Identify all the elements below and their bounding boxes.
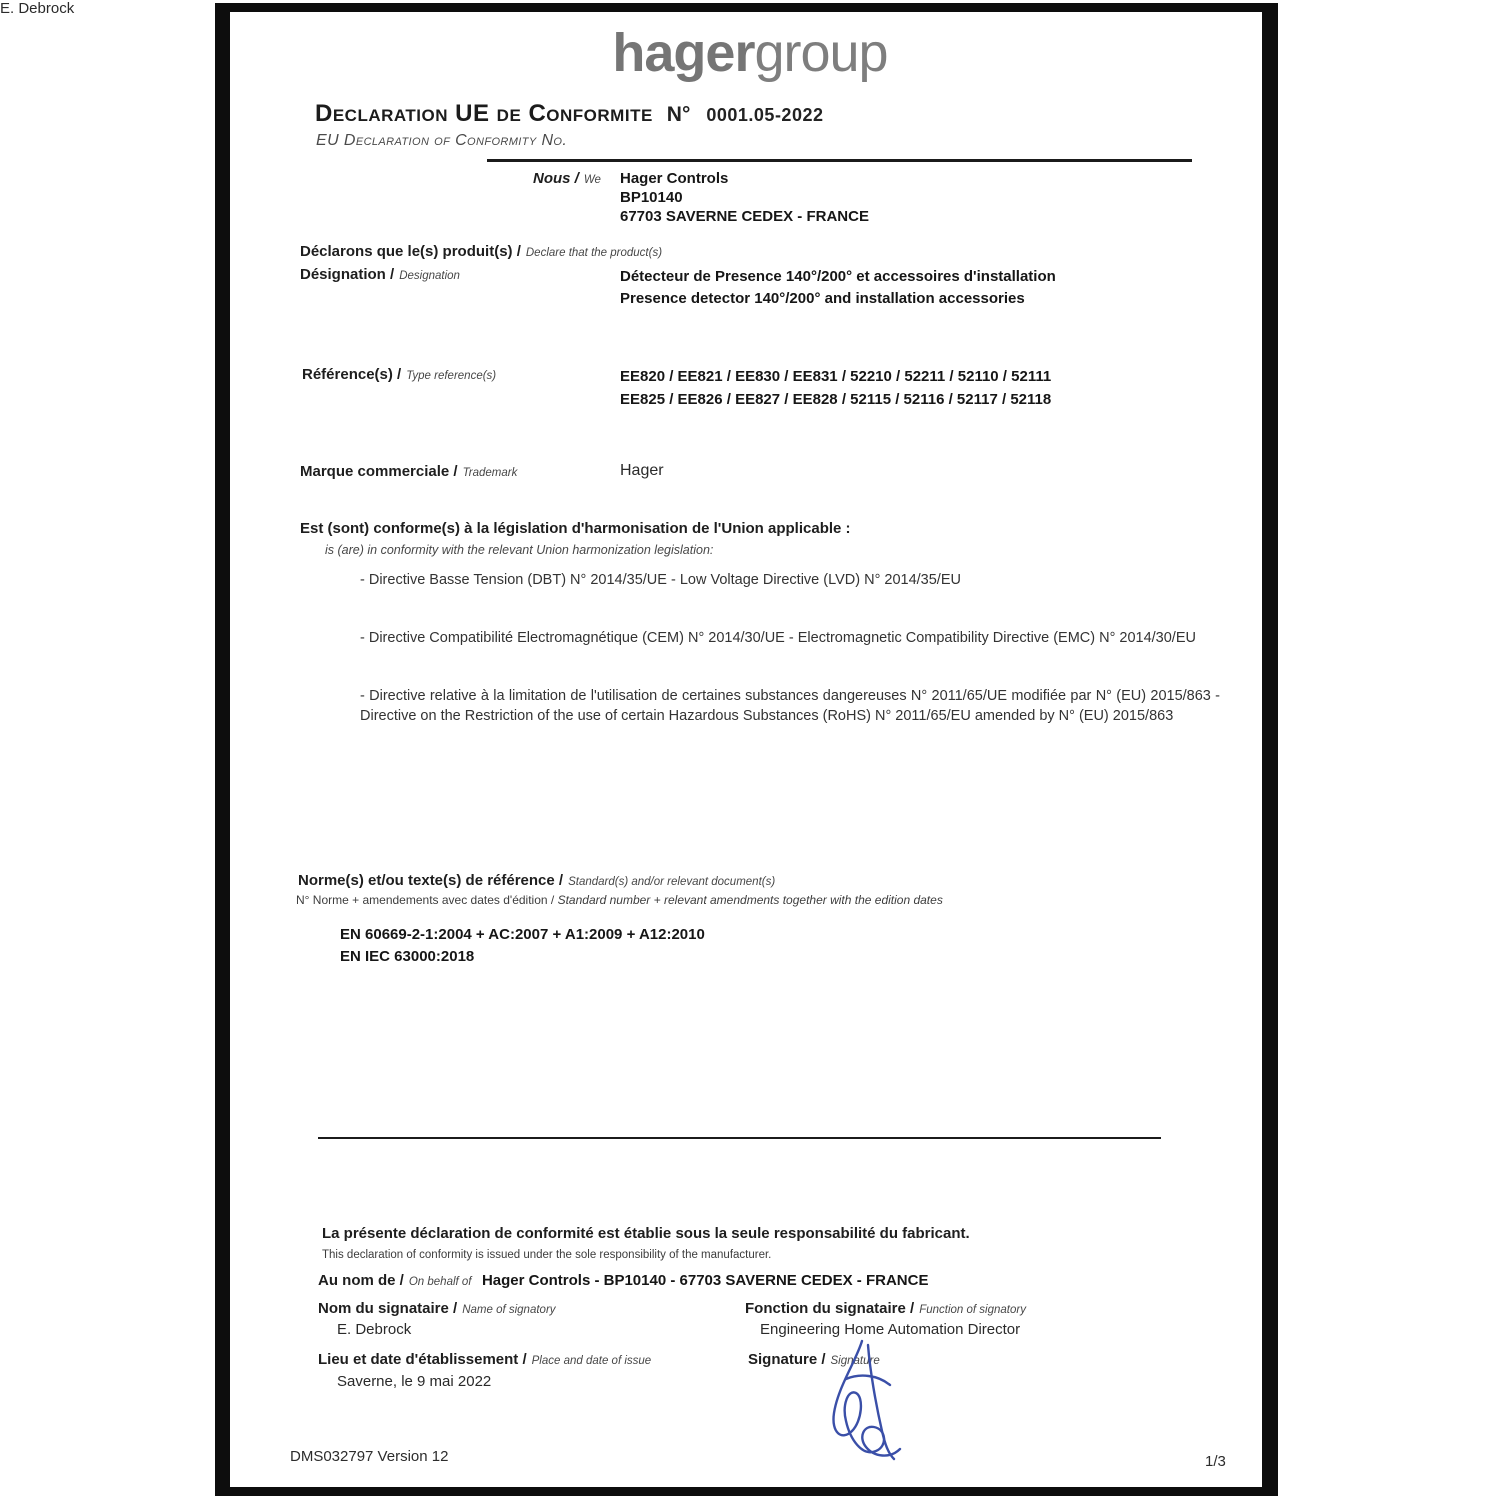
trademark-label-fr: Marque commerciale / bbox=[300, 463, 458, 480]
place-date-label-fr: Lieu et date d'établissement / bbox=[318, 1351, 527, 1368]
footer-page-number: 1/3 bbox=[1205, 1453, 1226, 1470]
directive-lvd: - Directive Basse Tension (DBT) N° 2014/35/UE - Low Voltage Directive (LVD) N° 2014/35/EU bbox=[360, 572, 961, 588]
references-label bbox=[302, 366, 496, 384]
document-subtitle: EU Declaration of Conformity No. bbox=[316, 132, 568, 149]
signatory-name-label-en: Name of signatory bbox=[462, 1304, 556, 1316]
trademark-label-en: Trademark bbox=[462, 467, 518, 479]
signatory-function-label-en: Function of signatory bbox=[919, 1304, 1026, 1316]
standards-label bbox=[298, 872, 775, 890]
hagergroup-logo bbox=[0, 22, 1500, 84]
company-pobox: BP10140 bbox=[620, 189, 683, 206]
we-label-en: We bbox=[583, 174, 601, 186]
standards-note-fr: N° Norme + amendements avec dates d'édition / bbox=[296, 893, 555, 907]
place-date-value-wrap bbox=[337, 1373, 491, 1391]
signatory-function-value: Engineering Home Automation Director bbox=[760, 1321, 1021, 1338]
signatory-function-label bbox=[745, 1300, 1026, 1318]
signature-label-en: Signature bbox=[830, 1355, 880, 1367]
standards-label-fr: Norme(s) et/ou texte(s) de référence / bbox=[298, 872, 564, 889]
company-name: Hager Controls bbox=[620, 170, 729, 187]
footer-doc-ref: DMS032797 Version 12 bbox=[290, 1448, 449, 1465]
standards-label-en: Standard(s) and/or relevant document(s) bbox=[568, 876, 776, 888]
standard-item-1: EN 60669-2-1:2004 + AC:2007 + A1:2009 + A12:2010 bbox=[340, 926, 705, 943]
place-date-label-en: Place and date of issue bbox=[531, 1355, 652, 1367]
on-behalf-line bbox=[318, 1270, 928, 1292]
references-label-fr: Référence(s) / bbox=[302, 366, 402, 383]
designation-value-fr: Détecteur de Presence 140°/200° et accessoires d'installation bbox=[620, 268, 1056, 285]
handwritten-signature bbox=[790, 1335, 940, 1470]
place-date-value: Saverne, le 9 mai 2022 bbox=[337, 1373, 492, 1390]
conformity-statement-fr: Est (sont) conforme(s) à la législation d'harmonisation de l'Union applicable : bbox=[300, 520, 851, 537]
designation-label-fr: Désignation / bbox=[300, 266, 395, 283]
directive-emc: - Directive Compatibilité Electromagnétique (CEM) N° 2014/30/UE - Electromagnetic Compatibility Directive (EMC) N° 2014/30/EU bbox=[360, 630, 1196, 646]
signatory-name-value-wrap bbox=[337, 1321, 411, 1339]
designation-label bbox=[300, 266, 460, 284]
references-label-en: Type reference(s) bbox=[406, 370, 497, 382]
declare-en: Declare that the product(s) bbox=[525, 247, 663, 259]
responsibility-fr: La présente déclaration de conformité est établie sous la seule responsabilité du fabricant. bbox=[322, 1225, 970, 1242]
trademark-value: Hager bbox=[620, 462, 664, 479]
we-label bbox=[533, 170, 601, 188]
signatory-name-value: E. Debrock bbox=[337, 1321, 412, 1338]
section-divider bbox=[318, 1137, 1161, 1139]
place-date-label bbox=[318, 1351, 651, 1369]
title-main: Declaration UE de Conformite bbox=[315, 100, 653, 127]
scan-frame-right bbox=[1262, 3, 1278, 1496]
title-number: 0001.05-2022 bbox=[706, 105, 824, 125]
scan-frame-left bbox=[215, 3, 230, 1496]
standards-note-en: Standard number + relevant amendments together with the edition dates bbox=[557, 893, 943, 907]
trademark-label bbox=[300, 463, 517, 481]
declare-line bbox=[300, 243, 662, 261]
conformity-statement-en-text: is (are) in conformity with the relevant Union harmonization legislation: bbox=[325, 543, 714, 557]
responsibility-en-text: This declaration of conformity is issued under the sole responsibility of the manufacturer. bbox=[322, 1249, 772, 1261]
signatory-name: E. Debrock bbox=[0, 0, 75, 17]
logo-hager: hager bbox=[612, 23, 755, 83]
references-line1: EE820 / EE821 / EE830 / EE831 / 52210 / 52211 / 52110 / 52111 bbox=[620, 368, 1052, 385]
standards-note bbox=[296, 893, 943, 907]
references-line2: EE825 / EE826 / EE827 / EE828 / 52115 / 52116 / 52117 / 52118 bbox=[620, 391, 1052, 408]
document-title bbox=[315, 100, 823, 128]
signature-label-fr: Signature / bbox=[748, 1351, 826, 1368]
company-city: 67703 SAVERNE CEDEX - FRANCE bbox=[620, 208, 869, 225]
designation-value-en: Presence detector 140°/200° and installation accessories bbox=[620, 290, 1025, 307]
signatory-function-label-fr: Fonction du signataire / bbox=[745, 1300, 915, 1317]
conformity-statement-en bbox=[325, 541, 713, 559]
directive-rohs: - Directive relative à la limitation de l'utilisation de certaines substances dangereuses N° 2011/65/UE modifiée par N° (EU) 2015/863 - Directive on the Restriction of the use of certain Hazardous Substances (RoHS) N° 2011/65/EU amended by N° (EU) 2015/863 bbox=[360, 688, 1220, 724]
signatory-name-label-fr: Nom du signataire / bbox=[318, 1300, 458, 1317]
on-behalf-label-fr: Au nom de / bbox=[318, 1272, 404, 1289]
responsibility-en bbox=[322, 1245, 771, 1263]
title-number-label: N° bbox=[666, 103, 691, 126]
on-behalf-value: Hager Controls - BP10140 - 67703 SAVERNE CEDEX - FRANCE bbox=[481, 1272, 929, 1289]
standard-item-2: EN IEC 63000:2018 bbox=[340, 948, 475, 965]
we-label-fr: Nous / bbox=[533, 170, 579, 187]
signatory-name-label bbox=[318, 1300, 556, 1318]
on-behalf-label-en: On behalf of bbox=[408, 1276, 472, 1288]
logo-group: group bbox=[754, 23, 888, 83]
header-rule bbox=[487, 159, 1192, 162]
scan-frame-bottom bbox=[215, 1487, 1278, 1496]
designation-label-en: Designation bbox=[399, 270, 460, 282]
declare-fr: Déclarons que le(s) produit(s) / bbox=[300, 243, 521, 260]
scan-frame-top bbox=[215, 3, 1278, 12]
